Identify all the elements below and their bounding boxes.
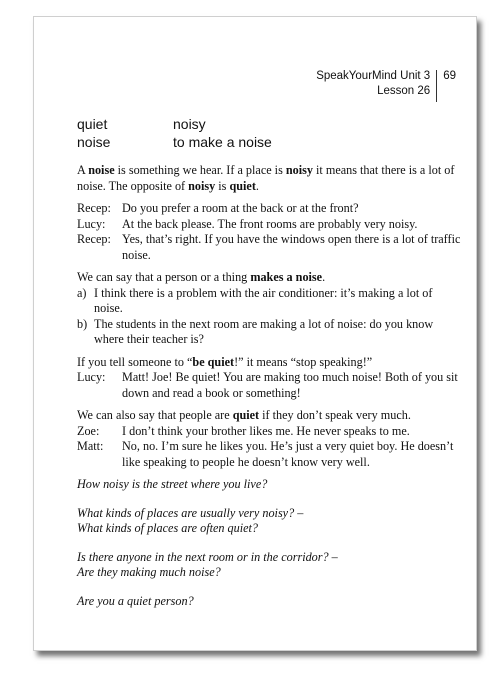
text-run: is something we hear. If a place is xyxy=(114,163,286,177)
item-text: The students in the next room are making a lot of noise: do you know where their teacher is? xyxy=(94,316,434,346)
header-titles xyxy=(316,69,436,99)
bold-term: quiet xyxy=(232,408,260,422)
series-title: SpeakYourMind Unit 3 xyxy=(316,70,431,82)
text-run: . xyxy=(322,270,326,284)
discussion-question xyxy=(77,506,463,537)
line: Yes, that’s right. If you have the windows open there is a lot of traffic noise. xyxy=(122,232,461,262)
quiet-people-paragraph xyxy=(77,408,463,424)
item-text: I think there is a problem with the air conditioner: it’s making a lot of noise. xyxy=(94,285,433,315)
text-run: We can also say that people are xyxy=(77,408,233,422)
dialogue-hotel xyxy=(77,201,463,263)
make-noise-section xyxy=(77,270,463,348)
discussion-question xyxy=(77,594,463,610)
page-number: 69 xyxy=(443,70,456,82)
text-run: . xyxy=(255,178,259,193)
dialogue-line xyxy=(77,439,463,470)
discussion-question xyxy=(77,477,463,493)
make-noise-paragraph xyxy=(77,270,463,286)
be-quiet-section xyxy=(77,355,463,402)
text-run: it means that there is a lot of noise. The opposite of xyxy=(77,163,455,193)
question-line: How noisy is the street where you live? xyxy=(77,477,268,491)
text-run: If you tell someone to “ xyxy=(77,354,193,369)
book-page xyxy=(33,16,477,651)
question-line: Are they making much noise? xyxy=(77,565,221,579)
text-run: is xyxy=(215,178,230,193)
text-run: !” it means “stop speaking!” xyxy=(234,354,373,369)
text-run: if they don’t speak very much. xyxy=(259,408,411,422)
line: At the back please. The front rooms are probably very noisy. xyxy=(122,216,418,231)
line: Do you prefer a room at the back or at the front? xyxy=(122,201,359,215)
question-line: Is there anyone in the next room or in the corridor? – xyxy=(77,549,338,564)
vocab-row xyxy=(77,115,272,133)
item-marker: a) xyxy=(77,285,87,300)
text-run: We can say that a person or a thing xyxy=(77,270,251,284)
bold-term: be quiet xyxy=(192,354,235,369)
dialogue-line xyxy=(77,370,463,401)
question-line: Are you a quiet person? xyxy=(77,593,194,608)
line: Matt! Joe! Be quiet! You are making too much noise! Both of you sit down and read a book or something! xyxy=(122,370,458,400)
intro-paragraph xyxy=(77,163,463,194)
discussion-question xyxy=(77,550,463,581)
question-line: What kinds of places are often quiet? xyxy=(77,521,258,535)
speaker: Zoe: xyxy=(77,423,100,438)
lesson-title: Lesson 26 xyxy=(377,85,431,97)
vocab-word: to make a noise xyxy=(173,134,272,150)
vocab-list xyxy=(77,115,272,151)
speaker: Lucy: xyxy=(77,370,106,384)
bold-term: noisy xyxy=(285,163,313,177)
dialogue-line xyxy=(77,201,463,217)
line: I don’t think your brother likes me. He never speaks to me. xyxy=(122,423,410,438)
quiet-people-section xyxy=(77,408,463,470)
text-run: A xyxy=(77,163,89,177)
bold-term: makes a noise xyxy=(250,270,323,284)
bold-term: noise xyxy=(88,163,115,177)
item-marker: b) xyxy=(77,316,88,331)
dialogue-line xyxy=(77,424,463,440)
vocab-word: noise xyxy=(77,134,111,150)
speaker: Recep: xyxy=(77,232,111,246)
vocab-word: quiet xyxy=(77,116,108,132)
speaker: Recep: xyxy=(77,201,111,215)
bold-term: noisy xyxy=(188,178,216,193)
dialogue-line xyxy=(77,232,463,263)
lesson-body xyxy=(77,163,463,622)
vocab-row xyxy=(77,133,272,151)
speaker: Lucy: xyxy=(77,216,106,231)
speaker: Matt: xyxy=(77,439,104,453)
be-quiet-paragraph xyxy=(77,355,463,371)
dialogue-line xyxy=(77,217,463,233)
question-line: What kinds of places are usually very noisy? – xyxy=(77,505,304,520)
line: No, no. I’m sure he likes you. He’s just a very quiet boy. He doesn’t like speaking to people he doesn’t know very well. xyxy=(122,439,454,469)
page-header xyxy=(316,69,456,102)
bold-term: quiet xyxy=(229,178,256,193)
vocab-word: noisy xyxy=(173,116,206,132)
example-item xyxy=(77,286,463,317)
example-item xyxy=(77,317,463,348)
